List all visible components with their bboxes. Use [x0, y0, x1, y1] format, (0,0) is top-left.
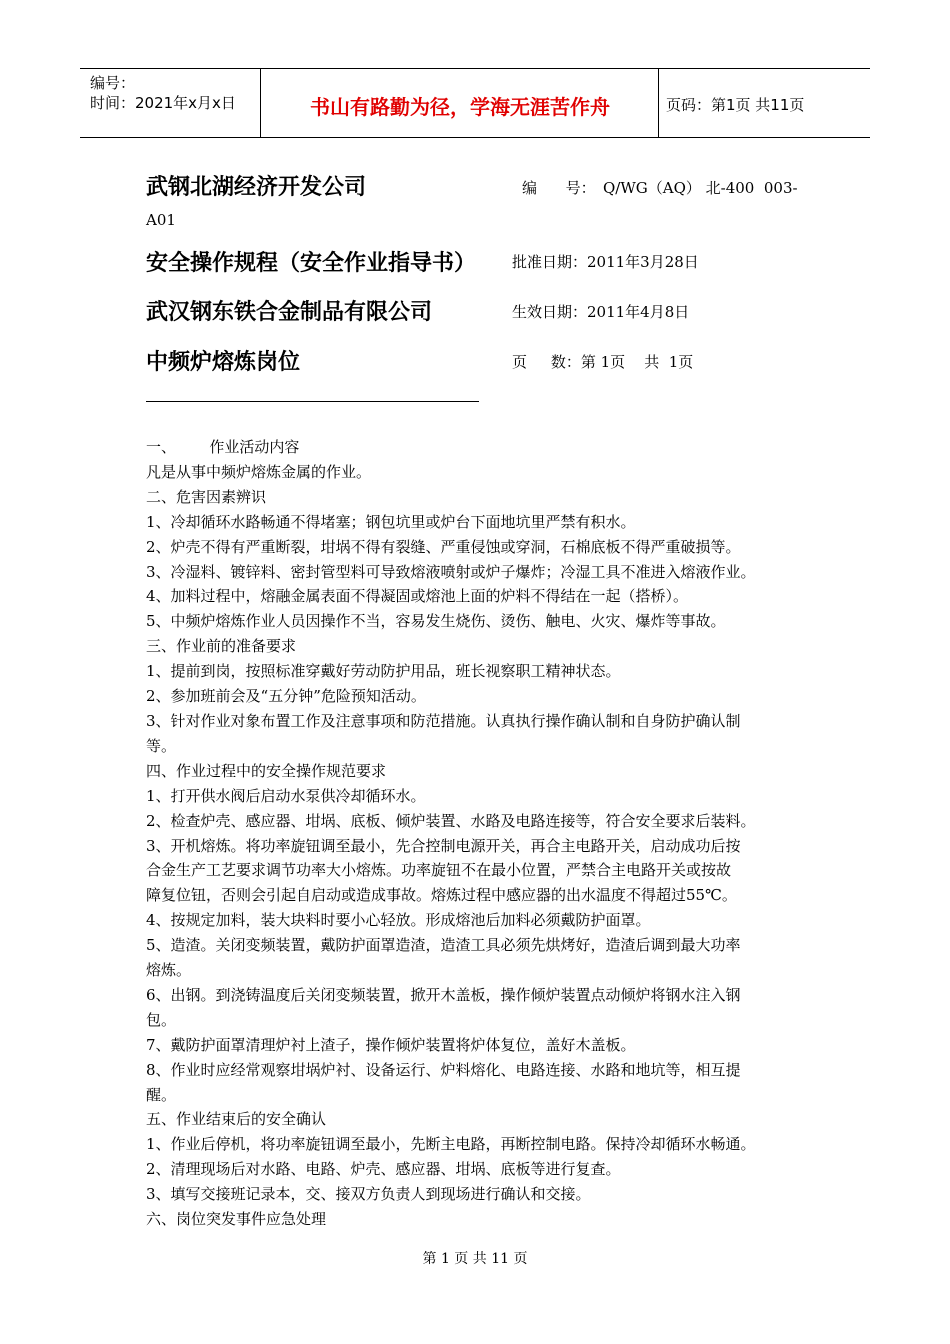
doc-code-continuation: A01	[146, 211, 176, 229]
page-footer: 第 1 页 共 11 页	[422, 1251, 528, 1267]
body-line: 1、打开供水阀后启动水泵供冷却循环水。	[146, 786, 426, 805]
body-line: 2、参加班前会及“五分钟”危险预知活动。	[146, 687, 426, 706]
header-divider	[658, 69, 659, 137]
approval-date: 批准日期：2011年3月28日	[512, 253, 699, 271]
body-line: 2、检查炉壳、感应器、坩埚、底板、倾炉装置、水路及电路连接等，符合安全要求后装料。	[146, 811, 756, 830]
body-line: 3、填写交接班记录本，交、接双方负责人到现场进行确认和交接。	[146, 1185, 591, 1204]
body-line: 四、作业过程中的安全操作规范要求	[146, 761, 387, 780]
body-line: 等。	[146, 736, 177, 755]
page-header	[80, 68, 870, 138]
body-line: 合金生产工艺要求调节功率大小熔炼。功率旋钮不在最小位置，严禁合主电路开关或按故	[146, 861, 732, 880]
body-line: 二、危害因素辨识	[146, 487, 267, 506]
body-line: 三、作业前的准备要求	[146, 637, 297, 656]
title-separator	[146, 401, 479, 402]
body-line: 8、作业时应经常观察坩埚炉衬、设备运行、炉料熔化、电路连接、水路和地坑等，相互提	[146, 1060, 741, 1079]
body-line: 5、中频炉熔炼作业人员因操作不当，容易发生烧伤、烫伤、触电、火灾、爆炸等事故。	[146, 612, 726, 631]
body-line: 熔炼。	[146, 961, 192, 980]
header-left	[90, 73, 236, 113]
header-time-label: 时间：2021年x月x日	[90, 94, 236, 112]
header-motto: 书山有路勤为径，学海无涯苦作舟	[310, 95, 610, 119]
company-name: 武钢北湖经济开发公司	[146, 175, 367, 200]
document-body	[146, 435, 826, 1232]
body-line: 一、 作业活动内容	[146, 438, 300, 456]
body-line: 2、清理现场后对水路、电路、炉壳、感应器、坩埚、底板等进行复查。	[146, 1160, 621, 1179]
body-line: 1、冷却循环水路畅通不得堵塞；钢包坑里或炉台下面地坑里严禁有积水。	[146, 512, 636, 531]
body-line: 障复位钮，否则会引起自启动或造成事故。熔炼过程中感应器的出水温度不得超过55℃。	[146, 886, 737, 905]
body-line: 5、造渣。关闭变频装置，戴防护面罩造渣，造渣工具必须先烘烤好，造渣后调到最大功率	[146, 936, 741, 955]
header-number-label: 编号：	[90, 74, 136, 92]
doc-title: 安全操作规程（安全作业指导书）	[146, 251, 477, 276]
body-line: 3、针对作业对象布置工作及注意事项和防范措施。认真执行操作确认制和自身防护确认制	[146, 711, 741, 730]
body-line: 2、炉壳不得有严重断裂，坩埚不得有裂缝、严重侵蚀或穿洞，石棉底板不得严重破损等。	[146, 537, 741, 556]
body-line: 凡是从事中频炉熔炼金属的作业。	[146, 462, 372, 481]
doc-code-value: Q/WG（AQ） 北-400 003-	[603, 179, 798, 197]
body-line: 包。	[146, 1010, 177, 1029]
body-line: 4、按规定加料，装大块料时要小心轻放。形成熔池后加料必须戴防护面罩。	[146, 911, 651, 930]
body-line: 3、开机熔炼。将功率旋钮调至最小，先合控制电源开关，再合主电路开关，启动成功后按	[146, 836, 741, 855]
page-count: 页 数：第 1页 共 1页	[512, 353, 694, 371]
header-page-info: 页码：第1页 共11页	[666, 96, 805, 114]
body-line: 4、加料过程中，熔融金属表面不得凝固或熔池上面的炉料不得结在一起（搭桥）。	[146, 587, 689, 606]
position-name: 中频炉熔炼岗位	[146, 350, 301, 375]
doc-code-label: 编 号：	[522, 179, 596, 197]
body-line: 醒。	[146, 1085, 177, 1104]
body-line: 1、作业后停机，将功率旋钮调至最小，先断主电路，再断控制电路。保持冷却循环水畅通。	[146, 1135, 756, 1154]
body-line: 1、提前到岗，按照标准穿戴好劳动防护用品，班长视察职工精神状态。	[146, 662, 621, 681]
body-line: 五、作业结束后的安全确认	[146, 1110, 327, 1129]
body-line: 3、冷湿料、镀锌料、密封管型料可导致熔液喷射或炉子爆炸；冷湿工具不准进入熔液作业。	[146, 562, 756, 581]
body-line: 7、戴防护面罩清理炉衬上渣子，操作倾炉装置将炉体复位，盖好木盖板。	[146, 1035, 636, 1054]
body-line: 6、出钢。到浇铸温度后关闭变频装置，掀开木盖板，操作倾炉装置点动倾炉将钢水注入钢	[146, 985, 741, 1004]
unit-name: 武汉钢东铁合金制品有限公司	[146, 300, 433, 325]
effective-date: 生效日期：2011年4月8日	[512, 303, 690, 321]
body-line: 六、岗位突发事件应急处理	[146, 1210, 327, 1229]
